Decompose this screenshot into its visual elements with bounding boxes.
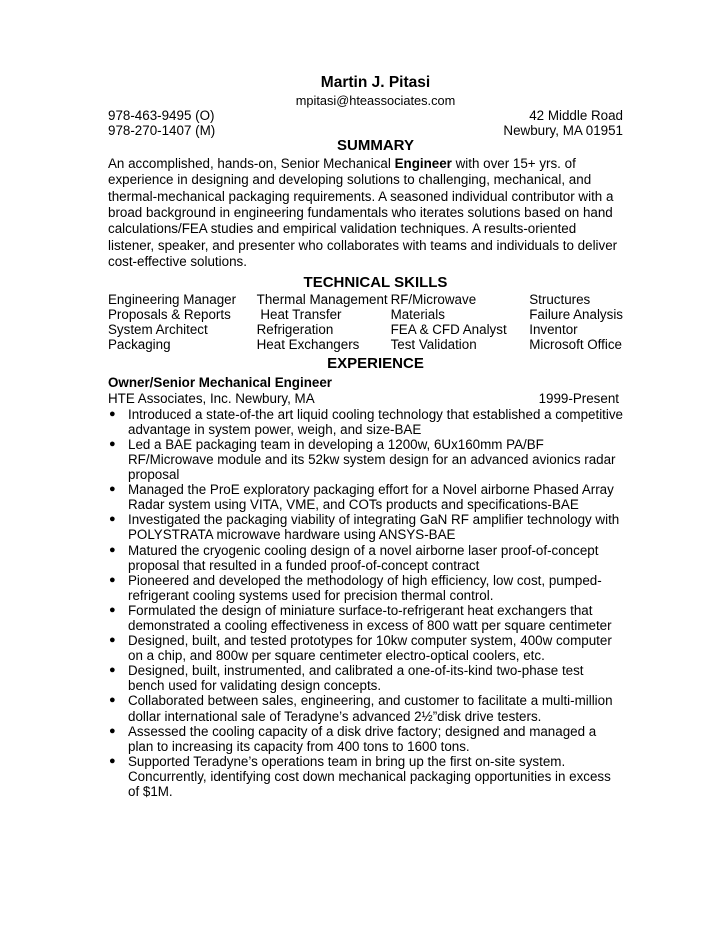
list-item [108, 573, 623, 603]
address-street: 42 Middle Road [529, 108, 623, 123]
bullet-text: Introduced a state-of-the art liquid cooling technology that established a competitive advantage in system power, weigh, and size-BAE [128, 406, 624, 437]
skill-cell: Engineering Manager [108, 291, 237, 307]
office-phone: 978-463-9495 (O) [108, 108, 215, 123]
skills-row [108, 322, 623, 337]
email-address: mpitasi@hteassociates.com [295, 93, 456, 108]
job-dates: 1999-Present [538, 391, 619, 407]
skill-cell: Structures [529, 291, 591, 307]
skills-row [108, 337, 623, 352]
bullet-icon: ● [109, 543, 116, 556]
bullet-text: Formulated the design of miniature surface-to-refrigerant heat exchangers that demonstrated a cooling effectiveness in excess of 800 watt per square centimeter [128, 602, 612, 633]
bullet-text: Matured the cryogenic cooling design of a novel airborne laser proof-of-concept proposal that resulted in a funded proof-of-concept contract [128, 542, 599, 573]
summary-heading: SUMMARY [337, 136, 414, 154]
bullet-text: Led a BAE packaging team in developing a 1200w, 6Ux160mm PA/BF RF/Microwave module and its 52kw system design for an advanced avionics radar proposal [128, 436, 616, 483]
list-item [108, 512, 623, 542]
list-item [108, 437, 623, 482]
summary-text-end: with over 15+ yrs. of experience in designing and developing solutions to challenging, mechanical, and thermal-mechanical packaging requirements. A seasoned individual contributor with a broad background in engineering fundamentals who iterates solutions based on hand calculations/FEA studies and empirical validation techniques. A results-oriented listener, speaker, and presenter who collaborates with teams and individuals to deliver cost-effective solutions. [108, 155, 618, 270]
bullet-icon: ● [109, 664, 116, 677]
skill-cell: Refrigeration [256, 322, 334, 338]
bullet-icon: ● [109, 437, 116, 450]
job-company-row [108, 391, 623, 406]
skill-cell: Proposals & Reports [108, 306, 231, 322]
bullet-icon: ● [109, 634, 116, 647]
bullet-text: Assessed the cooling capacity of a disk drive factory; designed and managed a plan to increasing its capacity from 400 tons to 1600 tons. [128, 723, 597, 754]
bullet-text: Investigated the packaging viability of integrating GaN RF amplifier technology with POLYSTRATA microwave hardware using ANSYS-BAE [128, 512, 620, 543]
resume-page [108, 74, 623, 799]
bullet-icon: ● [109, 603, 116, 616]
bullet-icon: ● [109, 573, 116, 586]
bullet-text: Pioneered and developed the methodology of high efficiency, low cost, pumped-refrigerant cooling systems used for precision thermal control. [128, 572, 602, 603]
bullet-text: Designed, built, instrumented, and calibrated a one-of-its-kind two-phase test bench used for validating design concepts. [128, 663, 584, 694]
summary-text-bold: Engineer [394, 155, 452, 171]
skill-cell: Heat Exchangers [256, 337, 360, 353]
skill-cell: Heat Transfer [256, 306, 342, 322]
summary-paragraph [108, 156, 623, 271]
bullet-icon: ● [109, 513, 116, 526]
skills-table [108, 292, 623, 353]
bullet-icon: ● [109, 407, 116, 420]
bullet-icon: ● [109, 724, 116, 737]
bullet-text: Designed, built, and tested prototypes for 10kw computer system, 400w computer on a chip, and 800w per square centimeter electro-optical coolers, etc. [128, 633, 612, 664]
skill-cell: Thermal Management [256, 291, 388, 307]
bullet-text: Supported Teradyne’s operations team in bring up the first on-site system. Concurrently, identifying cost down mechanical packaging opportunities in excess of $1M. [128, 753, 611, 800]
summary-text-start: An accomplished, hands-on, Senior Mechanical [108, 155, 395, 171]
skill-cell: Failure Analysis [529, 306, 623, 322]
list-item [108, 543, 623, 573]
skill-cell: Materials [390, 306, 445, 322]
skill-cell: System Architect [108, 322, 208, 338]
skills-row [108, 307, 623, 322]
mobile-phone: 978-270-1407 (M) [108, 123, 216, 139]
bullet-icon: ● [109, 694, 116, 707]
technical-skills-heading: TECHNICAL SKILLS [303, 273, 448, 291]
list-item [108, 754, 623, 799]
skill-cell: Inventor [529, 322, 578, 338]
skills-row [108, 292, 623, 307]
skill-cell: Packaging [108, 337, 171, 353]
contact-row-1 [108, 108, 623, 123]
skill-cell: RF/Microwave [390, 291, 477, 307]
job-title: Owner/Senior Mechanical Engineer [108, 375, 332, 391]
address-city: Newbury, MA 01951 [503, 123, 623, 139]
list-item [108, 407, 623, 437]
bullet-text: Collaborated between sales, engineering, and customer to facilitate a multi-million dollar international sale of Teradyne’s advanced 2½”disk drive testers. [128, 693, 613, 724]
experience-heading: EXPERIENCE [327, 355, 424, 373]
experience-bullet-list [108, 407, 623, 799]
skill-cell: Microsoft Office [529, 337, 622, 353]
bullet-icon: ● [109, 754, 116, 767]
list-item [108, 663, 623, 693]
bullet-icon: ● [109, 483, 116, 496]
list-item [108, 724, 623, 754]
list-item [108, 603, 623, 633]
list-item [108, 693, 623, 723]
bullet-text: Managed the ProE exploratory packaging effort for a Novel airborne Phased Array Radar system using VITA, VME, and COTs products and specifications-BAE [128, 482, 614, 513]
list-item [108, 633, 623, 663]
candidate-name: Martin J. Pitasi [320, 74, 431, 91]
list-item [108, 482, 623, 512]
company-name: HTE Associates, Inc. Newbury, MA [108, 391, 315, 407]
skill-cell: Test Validation [390, 337, 477, 353]
skill-cell: FEA & CFD Analyst [390, 322, 507, 338]
